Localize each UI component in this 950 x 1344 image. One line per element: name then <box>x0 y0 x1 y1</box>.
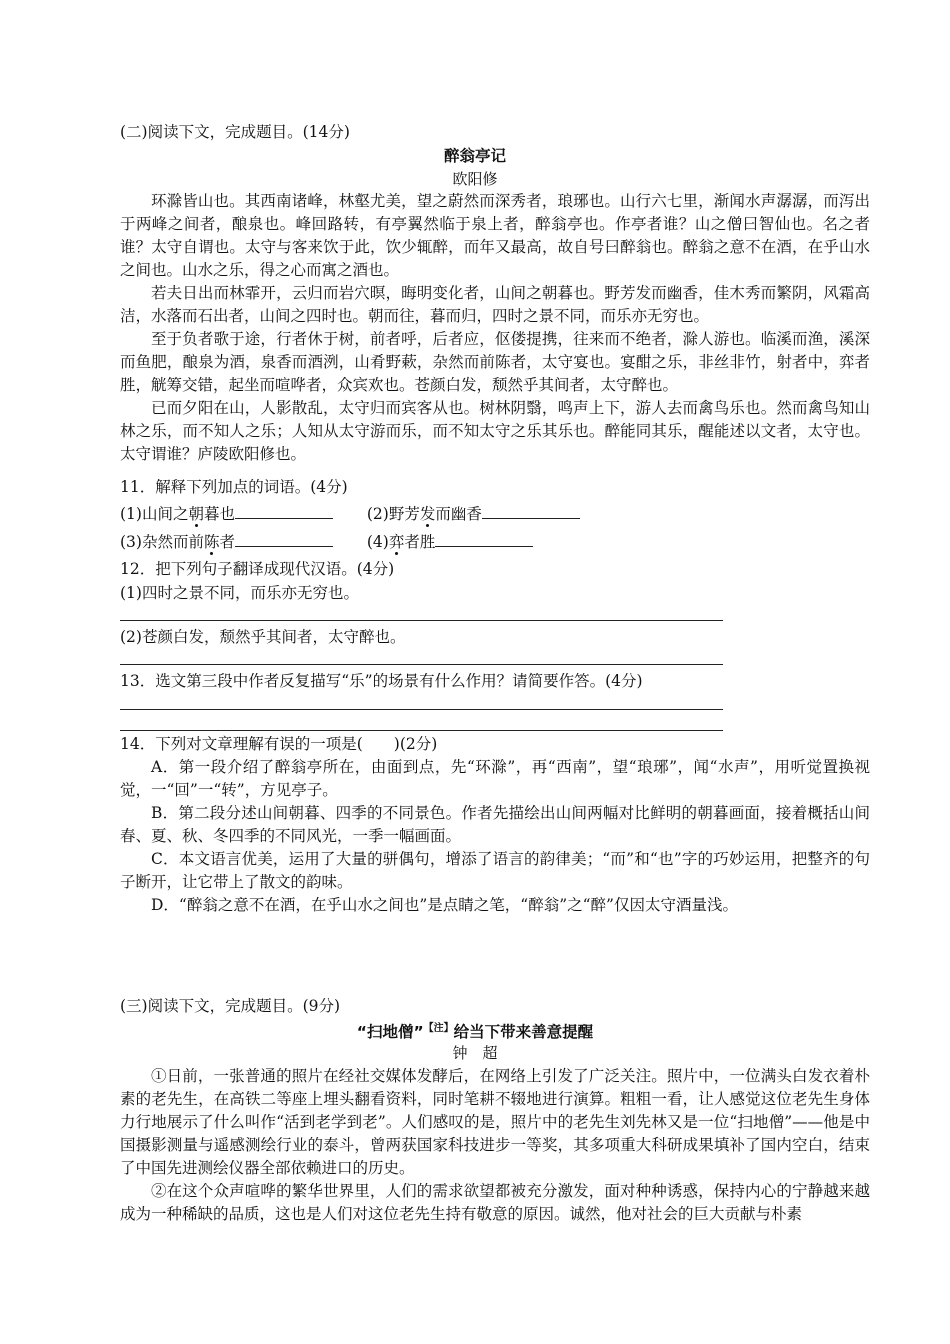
answer-blank[interactable] <box>235 530 333 547</box>
answer-line[interactable] <box>120 709 723 710</box>
answer-blank[interactable] <box>482 502 580 519</box>
q14-option-b[interactable]: B．第二段分述山间朝暮、四季的不同景色。作者先描绘出山间两幅对比鲜明的朝暮画面，接着概括山间春、夏、秋、冬四季的不同风光，一季一幅画面。 <box>120 804 870 845</box>
section3-passage <box>120 1065 870 1226</box>
q11-row-2 <box>120 530 533 553</box>
q12-sentence-2: (2)苍颜白发，颓然乎其间者，太守醉也。 <box>120 628 406 646</box>
q12-sentence-1: (1)四时之景不同，而乐亦无穷也。 <box>120 584 359 602</box>
q13-stem: 13．选文第三段中作者反复描写“乐”的场景有什么作用？请简要作答。(4分) <box>120 672 643 690</box>
section2-title: 醉翁亭记 <box>443 147 506 165</box>
section2-passage <box>120 190 870 466</box>
q14-stem: 14．下列对文章理解有误的一项是( )(2分) <box>120 735 438 753</box>
q11-item-1: (1)山间之朝暮也 <box>120 505 338 523</box>
q14-options <box>120 756 870 917</box>
q11-row-1 <box>120 502 580 525</box>
answer-line[interactable] <box>120 620 723 621</box>
q14-option-a[interactable]: A．第一段介绍了醉翁亭所在，由面到点，先“环滁”，再“西南”，望“琅琊”，闻“水声”，用听觉置换视觉，一“回”一“转”，方见亭子。 <box>120 758 870 799</box>
dotted-word: 弈 <box>388 533 405 551</box>
q14-option-d[interactable]: D．“醉翁之意不在酒，在乎山水之间也”是点睛之笔，“醉翁”之“醉”仅因太守酒量浅。 <box>151 896 738 914</box>
section3-title: “扫地僧”$^{【注】}$给当下带来善意提醒 <box>356 1023 594 1042</box>
dotted-word: 发 <box>419 505 436 523</box>
q11-item-4: (4)弈者胜 <box>367 533 534 551</box>
passage-paragraph: 环滁皆山也。其西南诸峰，林壑尤美，望之蔚然而深秀者，琅琊也。山行六七里，渐闻水声潺潺，而泻出于两峰之间者，酿泉也。峰回路转，有亭翼然临于泉上者，醉翁亭也。作亭者谁？山之僧曰智仙也。名之者谁？太守自谓也。太守与客来饮于此，饮少辄醉，而年又最高，故自号曰醉翁也。醉翁之意不在酒，在乎山水之间也。山水之乐，得之心而寓之酒也。 <box>120 192 870 279</box>
q12-stem: 12．把下列句子翻译成现代汉语。(4分) <box>120 560 395 578</box>
answer-blank[interactable] <box>235 502 333 519</box>
passage-paragraph: ①日前，一张普通的照片在经社交媒体发酵后，在网络上引发了广泛关注。照片中，一位满头白发衣着朴素的老先生，在高铁二等座上埋头翻看资料，同时笔耕不辍地进行演算。粗粗一看，让人感觉这位老先生身体力行地展示了什么叫作“活到老学到老”。人们感叹的是，照片中的老先生刘先林又是一位“扫地僧”——他是中国摄影测量与遥感测绘行业的泰斗，曾两获国家科技进步一等奖，其多项重大科研成果填补了国内空白，结束了中国先进测绘仪器全部依赖进口的历史。 <box>120 1067 870 1177</box>
dotted-word: 陈 <box>203 533 220 551</box>
section2-author: 欧阳修 <box>452 170 498 188</box>
section3-author: 钟 超 <box>452 1044 498 1062</box>
answer-line[interactable] <box>120 664 723 665</box>
answer-line[interactable] <box>120 730 723 731</box>
q14-option-c[interactable]: C．本文语言优美，运用了大量的骈偶句，增添了语言的韵律美；“而”和“也”字的巧妙运用，把整齐的句子断开，让它带上了散文的韵味。 <box>120 850 870 891</box>
passage-paragraph: ②在这个众声喧哗的繁华世界里，人们的需求欲望都被充分激发，面对种种诱惑，保持内心的宁静越来越成为一种稀缺的品质，这也是人们对这位老先生持有敬意的原因。诚然，他对社会的巨大贡献与朴素 <box>120 1182 870 1223</box>
answer-blank[interactable] <box>435 530 533 547</box>
dotted-word: 朝 <box>188 505 204 523</box>
section3-heading: (三)阅读下文，完成题目。(9分) <box>120 997 341 1015</box>
q11-stem: 11．解释下列加点的词语。(4分) <box>120 478 348 496</box>
passage-paragraph: 若夫日出而林霏开，云归而岩穴暝，晦明变化者，山间之朝暮也。野芳发而幽香，佳木秀而繁阴，风霜高洁，水落而石出者，山间之四时也。朝而往，暮而归，四时之景不同，而乐亦无穷也。 <box>120 284 870 325</box>
footnote-marker: 【注】 <box>423 1023 454 1034</box>
passage-paragraph: 至于负者歌于途，行者休于树，前者呼，后者应，伛偻提携，往来而不绝者，滁人游也。临溪而渔，溪深而鱼肥，酿泉为酒，泉香而酒洌，山肴野蔌，杂然而前陈者，太守宴也。宴酣之乐，非丝非竹，射者中，弈者胜，觥筹交错，起坐而喧哗者，众宾欢也。苍颜白发，颓然乎其间者，太守醉也。 <box>120 330 870 394</box>
q11-item-3: (3)杂然而前陈者 <box>120 533 338 551</box>
passage-paragraph: 已而夕阳在山，人影散乱，太守归而宾客从也。树林阴翳，鸣声上下，游人去而禽鸟乐也。然而禽鸟知山林之乐，而不知人之乐；人知从太守游而乐，而不知太守之乐其乐也。醉能同其乐，醒能述以文者，太守也。太守谓谁？庐陵欧阳修也。 <box>120 399 870 463</box>
section2-heading: (二)阅读下文，完成题目。(14分) <box>120 123 350 141</box>
q11-item-2: (2)野芳发而幽香 <box>367 505 580 523</box>
